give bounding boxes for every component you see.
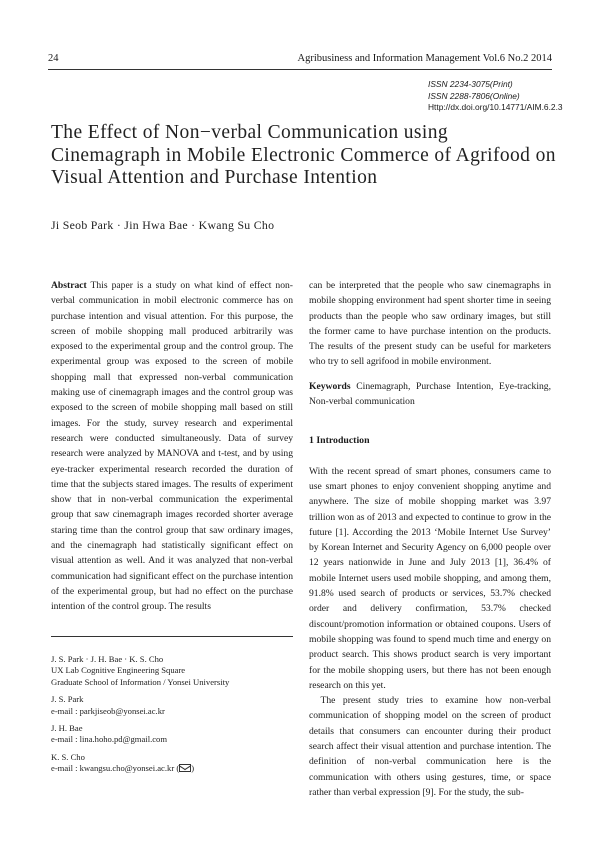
abstract-label: Abstract (51, 280, 87, 291)
affiliation-block (51, 654, 293, 781)
contact-email-row: e-mail : kwangsu.cho@yonsei.ac.kr ( ) (51, 763, 195, 774)
doi-link[interactable]: Http://dx.doi.org/10.14771/AIM.6.2.3 (428, 102, 563, 113)
contact-name: J. H. Bae (51, 723, 83, 734)
right-column (309, 278, 551, 800)
issn-print: ISSN 2234-3075(Print) (428, 79, 513, 89)
intro-paragraph-2: The present study tries to examine how non-verbal communication of shopping model on the screen of product details that consumers can encounter during their product search affect their visual attention and purchase intention. The definition of non-verbal communication here is the communication with others using gestures, time, or space rather than verbal expression [9]. For the study, the sub- (309, 695, 551, 798)
contact-bae (51, 723, 293, 746)
keywords-text: Cinemagraph, Purchase Intention, Eye-tracking, Non-verbal communication (309, 380, 551, 408)
affiliation-school: Graduate School of Information / Yonsei University (51, 676, 230, 687)
header-divider (48, 69, 552, 70)
paper-title: The Effect of Non−verbal Communication using Cinemagraph in Mobile Electronic Commerce of Agrifood on Visual Attention and Purchase Intention (51, 122, 556, 188)
footnote-divider (51, 636, 293, 637)
abstract-text: This paper is a study on what kind of effect non-verbal communication in mobil electronic commerce has on purchase intention and visual attention. For this purpose, the screen of mobile shopping mall produced arbitrarily was exposed to the experimental group and the control group. The experimental group was exposed to the screen of mobile shopping mall that expressed non-verbal communication making use of cinemagraph images and the control group was exposed to the screen of mobile shopping mall based on still images. For the study, survey research and experimental research were conducted simultaneously. Data of survey research were analyzed by MANOVA and t-test, and by using eye-tracker experimental research recorded the duration of time that the subjects stared images. The results of experiment show that in non-verbal communication the experimental group that saw cinemagraph images recorded shorter average staring time than the control group that saw ordinary images, and the cinemagraph had statistically significant effect on visual attention as well. And it was analyzed that non-verbal communication had significant effect on the purchase intention of the experimental group, but had no effect on the purchase intention of the control group. The results (51, 280, 293, 613)
contact-email: e-mail : lina.hoho.pd@gmail.com (51, 734, 168, 745)
keywords-paragraph (309, 379, 551, 410)
keywords-label: Keywords (309, 380, 351, 392)
affiliation-lab: UX Lab Cognitive Engineering Square (51, 665, 186, 676)
issn-block (428, 79, 563, 114)
affiliation-names: J. S. Park · J. H. Bae · K. S. Cho (51, 654, 164, 664)
contact-cho (51, 752, 293, 775)
issn-online: ISSN 2288-7806(Online) (428, 90, 520, 101)
section-heading-introduction: 1 Introduction (309, 435, 370, 447)
envelope-icon (179, 764, 191, 772)
abstract-paragraph (51, 278, 293, 615)
running-header (48, 53, 552, 64)
contact-email: e-mail : parkjiseob@yonsei.ac.kr (51, 705, 165, 716)
page-number: 24 (48, 53, 59, 64)
contact-park (51, 694, 293, 717)
affiliation-header (51, 654, 293, 688)
contact-name: K. S. Cho (51, 751, 85, 762)
abstract-continuation: can be interpreted that the people who saw cinemagraphs in mobile shopping environment had spent shorter time in seeing products than the people who saw ordinary images, but still the former came to have purchase intention on the products. The results of the present study can be useful for marketers who try to sell agrifood in mobile environment. (309, 280, 551, 368)
contact-email: e-mail : kwangsu.cho@yonsei.ac.kr (51, 763, 175, 774)
contact-name: J. S. Park (51, 694, 84, 705)
journal-name: Agribusiness and Information Management Vol.6 No.2 2014 (297, 53, 552, 64)
author-list: Ji Seob Park · Jin Hwa Bae · Kwang Su Cho (51, 218, 275, 232)
intro-paragraph-1: With the recent spread of smart phones, consumers came to use smart phones to enjoy convenient shopping anytime and anywhere. The size of mobile shopping market was 3.97 trillion won as of 2013 and expected to continue to grow in the future [1]. According the 2013 ‘Mobile Internet Use Survey’ by Korean Internet and Security Agency on 6,000 people over 12 years nationwide in June and July 2013 [1], 36.4% of mobile Internet users used mobile shopping, and among them, 91.8% used search of products or services, 53.7% checked order and delivery confirmation, 53.7% checked discount/promotion information or obtained coupons. Users of mobile shopping was found to spend much time and energy on product search. This shows product search is very important for the mobile shopping users, but there has not been enough research on this yet. (309, 465, 551, 691)
left-column (51, 278, 293, 615)
